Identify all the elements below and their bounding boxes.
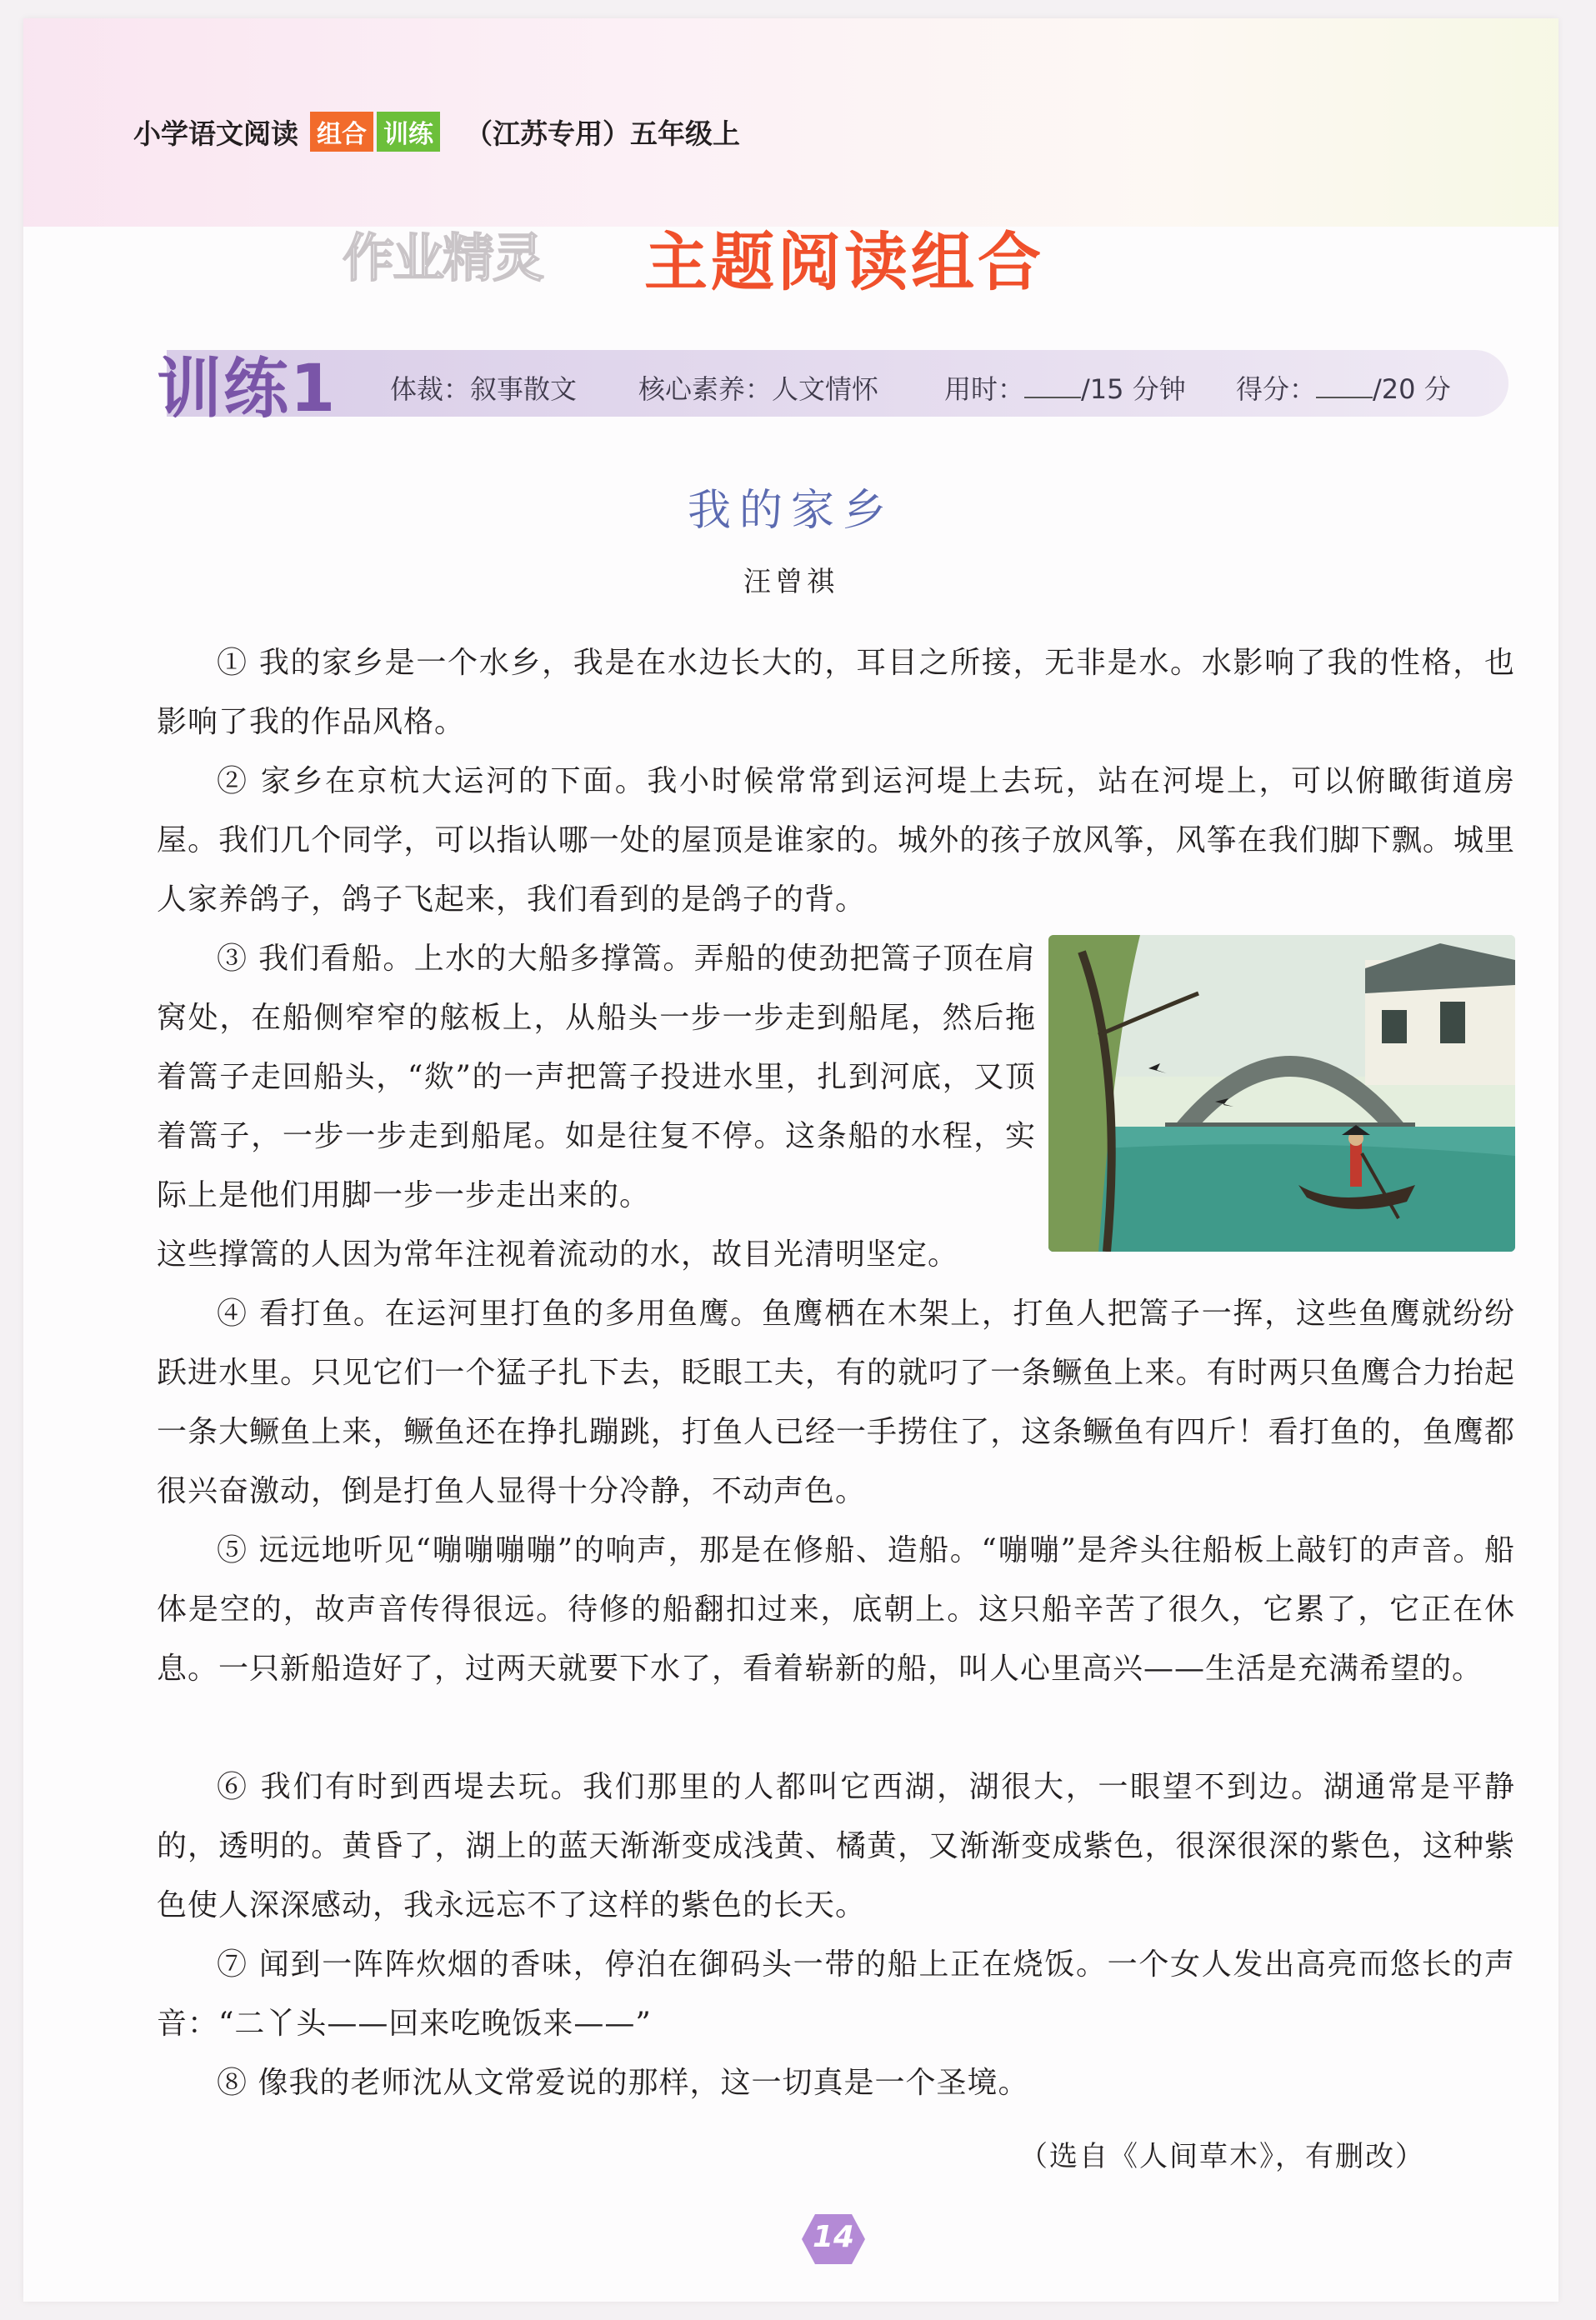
paragraph-6: ⑥ 我们有时到西堤去玩。我们那里的人都叫它西湖，湖很大，一眼望不到边。湖通常是平静的，透明的。黄昏了，湖上的蓝天渐渐变成浅黄、橘黄，又渐渐变成紫色，很深很深的紫色，这种紫色使人深深感动，我永远忘不了这样的紫色的长天。 — [157, 1770, 1515, 1922]
book-title: 小学语文阅读 — [133, 117, 298, 150]
page-number: 14 — [812, 2220, 855, 2254]
paragraph-3: ③ 我们看船。上水的大船多撑篙。弄船的使劲把篙子顶在肩窝处，在船侧窄窄的舷板上，从船头一步一步走到船尾，然后拖着篙子走回船头，“欻”的一声把篙子投进水里，扎到河底，又顶着篙子，一步一步走到船尾。如是往复不停。这条船的水程，实际上是他们用脚一步一步走出来的。 — [157, 942, 1036, 1212]
paragraph-2: ② 家乡在京杭大运河的下面。我小时候常常到运河堤上去玩，站在河堤上，可以俯瞰街道房屋。我们几个同学，可以指认哪一处的屋顶是谁家的。城外的孩子放风筝，风筝在我们脚下飘。城里人家养鸽子，鸽子飞起来，我们看到的是鸽子的背。 — [157, 764, 1515, 917]
canal-scene-icon — [1048, 935, 1515, 1252]
paragraph-7: ⑦ 闻到一阵阵炊烟的香味，停泊在御码头一带的船上正在烧饭。一个女人发出高亮而悠长的声音：“二丫头——回来吃晚饭来——” — [157, 1948, 1515, 2041]
paragraph-3-end: 这些撑篙的人因为常年注视着流动的水，故目光清明坚定。 — [157, 1238, 959, 1272]
score-blank[interactable] — [1316, 375, 1373, 398]
book-header — [133, 112, 740, 152]
article-source: （选自《人间草木》，有删改） — [1019, 2140, 1425, 2173]
article-title: 我的家乡 — [687, 486, 894, 536]
paragraph-8: ⑧ 像我的老师沈从文常爱说的那样，这一切真是一个圣境。 — [217, 2066, 1029, 2100]
canal-illustration — [1048, 935, 1515, 1252]
section-title: 主题阅读组合 — [644, 225, 1044, 299]
lesson-time — [944, 368, 1186, 407]
lesson-score — [1236, 368, 1451, 407]
watermark-logo: 作业精灵 — [343, 228, 543, 288]
book-edition: （江苏专用）五年级上 — [465, 117, 740, 150]
tag-train: 训练 — [377, 112, 440, 152]
page-number-badge — [800, 2212, 867, 2267]
time-label: 用时： — [944, 373, 1025, 405]
paragraph-5: ⑤ 远远地听见“嘣嘣嘣嘣”的响声，那是在修船、造船。“嘣嘣”是斧头往船板上敲钉的声音。船体是空的，故声音传得很远。待修的船翻扣过来，底朝上。这只船辛苦了很久，它累了，它正在休息。一只新船造好了，过两天就要下水了，看着崭新的船，叫人心里高兴——生活是充满希望的。 — [157, 1533, 1515, 1686]
article-author: 汪曾祺 — [743, 565, 838, 598]
paragraph-1: ① 我的家乡是一个水乡，我是在水边长大的，耳目之所接，无非是水。水影响了我的性格，也影响了我的作品风格。 — [157, 646, 1515, 739]
page — [23, 18, 1558, 2302]
lesson-literacy: 核心素养：人文情怀 — [638, 373, 879, 405]
time-total: /15 分钟 — [1081, 373, 1186, 405]
lesson-genre: 体裁：叙事散文 — [390, 373, 578, 405]
lesson-label: 训练1 — [157, 352, 338, 427]
tag-combo: 组合 — [310, 112, 373, 152]
score-total: /20 分 — [1373, 373, 1451, 405]
paragraph-4: ④ 看打鱼。在运河里打鱼的多用鱼鹰。鱼鹰栖在木架上，打鱼人把篙子一挥，这些鱼鹰就纷纷跃进水里。只见它们一个猛子扎下去，眨眼工夫，有的就叼了一条鳜鱼上来。有时两只鱼鹰合力抬起一条大鳜鱼上来，鳜鱼还在挣扎蹦跳，打鱼人已经一手捞住了，这条鳜鱼有四斤！看打鱼的，鱼鹰都很兴奋激动，倒是打鱼人显得十分冷静，不动声色。 — [157, 1297, 1515, 1508]
score-label: 得分： — [1236, 373, 1317, 405]
time-blank[interactable] — [1024, 375, 1081, 398]
